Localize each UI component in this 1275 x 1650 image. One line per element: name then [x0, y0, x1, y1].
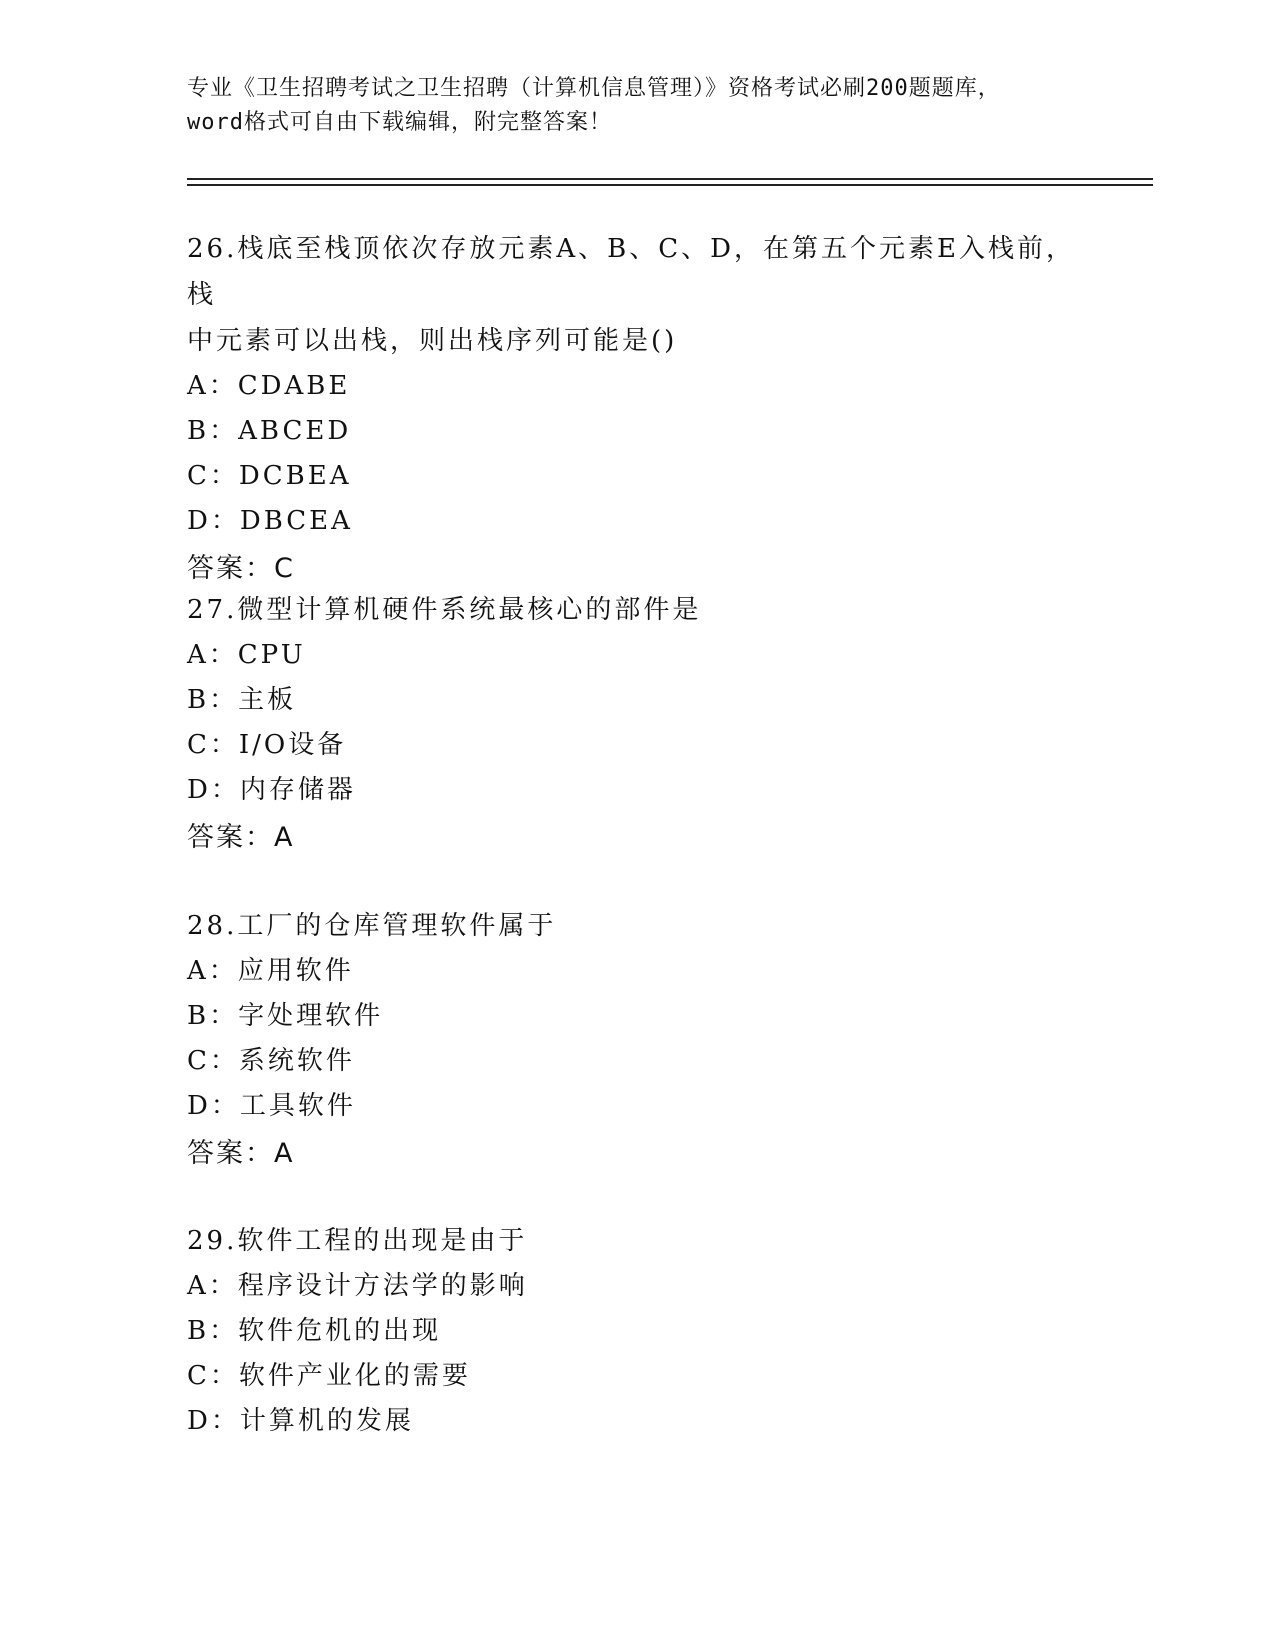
answer-line: 答案：A [187, 822, 295, 853]
question-stem-line-1: 28.工厂的仓库管理软件属于 [187, 911, 557, 941]
question-stem-line-1: 29.软件工程的出现是由于 [187, 1226, 528, 1256]
header-line-2: word格式可自由下载编辑，附完整答案！ [187, 110, 612, 135]
option-c: C：DCBEA [187, 461, 352, 491]
option-a: A：CDABE [187, 371, 351, 401]
option-d: D：计算机的发展 [187, 1406, 414, 1436]
option-a: A：CPU [187, 640, 306, 670]
option-d: D：DBCEA [187, 506, 353, 536]
question-stem-line-1: 27.微型计算机硬件系统最核心的部件是 [187, 595, 702, 625]
option-b: B：字处理软件 [187, 1001, 384, 1031]
question-29 [187, 1218, 1087, 1444]
question-stem-line-2: 中元素可以出栈，则出栈序列可能是() [187, 326, 678, 356]
question-26 [187, 226, 1087, 592]
answer-line: 答案：A [187, 1138, 295, 1169]
answer-line: 答案：C [187, 553, 295, 584]
question-28 [187, 903, 1087, 1177]
question-27 [187, 587, 1087, 861]
option-d: D：内存储器 [187, 775, 356, 805]
option-b: B：ABCED [187, 416, 352, 446]
header-line-1: 专业《卫生招聘考试之卫生招聘（计算机信息管理）》资格考试必刷200题题库， [187, 76, 1001, 101]
header-divider-bottom [187, 184, 1153, 186]
header-divider-top [187, 178, 1153, 180]
option-b: B：软件危机的出现 [187, 1316, 442, 1346]
option-a: A：应用软件 [187, 956, 354, 986]
option-b: B：主板 [187, 685, 297, 715]
option-a: A：程序设计方法学的影响 [187, 1271, 528, 1301]
option-d: D：工具软件 [187, 1091, 356, 1121]
option-c: C：系统软件 [187, 1046, 355, 1076]
option-c: C：软件产业化的需要 [187, 1361, 471, 1391]
question-stem-line-1: 26.栈底至栈顶依次存放元素A、B、C、D，在第五个元素E入栈前，栈 [187, 234, 1075, 310]
option-c: C：I/O设备 [187, 730, 347, 760]
document-header [187, 72, 1087, 140]
